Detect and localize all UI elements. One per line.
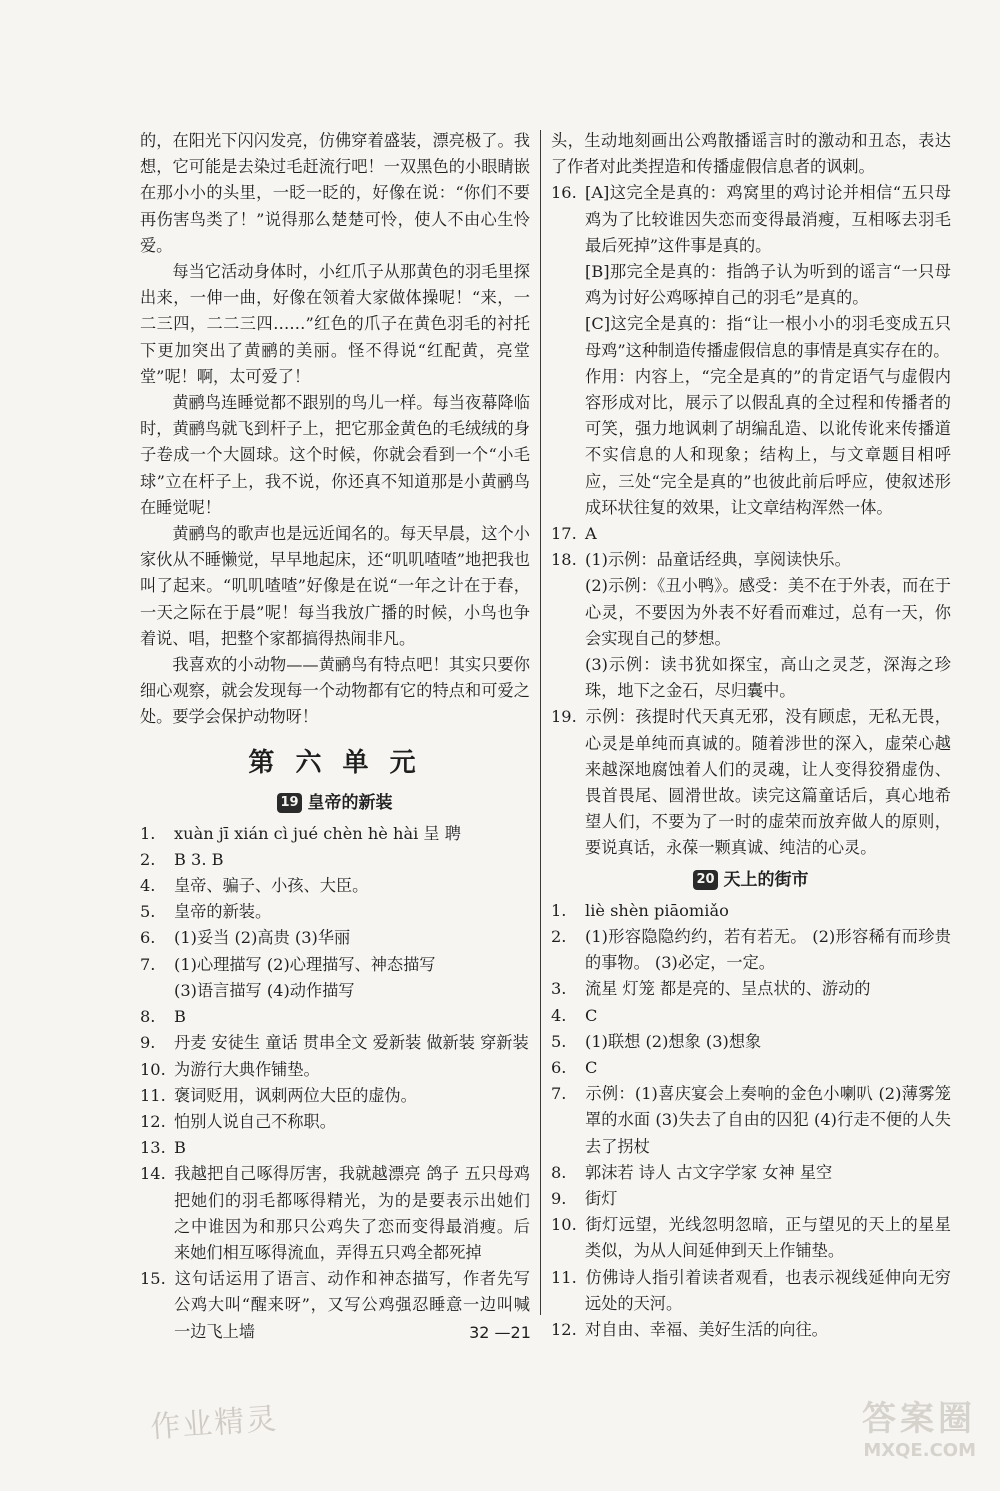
- answer-text: B: [174, 1138, 186, 1158]
- answer-number: 5.: [140, 902, 156, 922]
- answer-item: [140, 925, 530, 951]
- answer-text: 皇帝、骗子、小孩、大臣。: [174, 876, 369, 896]
- answer-item: [551, 1029, 951, 1055]
- answer-text: 街灯: [585, 1188, 618, 1208]
- answer-item: [551, 924, 951, 976]
- answer-item: [551, 521, 951, 547]
- essay-paragraph: 的，在阳光下闪闪发亮，仿佛穿着盛装，漂亮极了。我想，它可能是去染过毛赶流行吧！一双黑色的小眼睛嵌在那小小的头里，一眨一眨的，好像在说：“你们不要再伤害鸟类了！”说得那么楚楚可怜，使人不由心生怜爱。: [140, 131, 530, 255]
- answer-number: 12.: [551, 1319, 577, 1339]
- answer-number: 8.: [551, 1162, 567, 1182]
- answer-text: (1)联想 (2)想象 (3)想象: [585, 1031, 762, 1051]
- answer-number: 9.: [140, 1033, 156, 1053]
- lesson-number-badge: 20: [693, 870, 717, 890]
- watermark-logo: [766, 1391, 976, 1471]
- answer-item: [140, 1004, 530, 1030]
- answer-number: 6.: [140, 928, 156, 948]
- lesson-heading: [551, 866, 951, 894]
- answer-text: (1)心理描写 (2)心理描写、神态描写: [174, 954, 436, 974]
- essay-paragraph: 黄鹂鸟的歌声也是远近闻名的。每天早晨，这个小家伙从不睡懒觉，早早地起床，还“叽叽喳喳”地把我也叫了起来。“叽叽喳喳”好像是在说“一年之计在于春，一天之际在于晨”呢！每当我放广播的时候，小鸟也争着说、唱，把整个家都搞得热闹非凡。: [140, 524, 530, 648]
- faint-stamp-text: 作业精灵: [149, 1401, 280, 1446]
- answer-number: 16.: [551, 183, 577, 203]
- answer-number: 7.: [551, 1084, 567, 1104]
- answer-number: 8.: [140, 1007, 156, 1027]
- answer-text: 我越把自己啄得厉害，我就越漂亮 鸽子 五只母鸡把她们的羽毛都啄得精光，为的是要表示出她们之中谁因为和那只公鸡失了恋而变得最消瘦。后来她们相互啄得流血，弄得五只鸡全都死掉: [174, 1164, 530, 1262]
- answer-item: [140, 978, 530, 1004]
- answer-number: 11.: [140, 1085, 166, 1105]
- answer-text: 皇帝的新装。: [174, 902, 272, 922]
- answer-text: [B]那完全是真的：指鸽子认为听到的谣言“一只母鸡为讨好公鸡啄掉自己的羽毛”是真的。: [585, 262, 951, 308]
- answer-text: 对自由、幸福、美好生活的向往。: [585, 1319, 828, 1339]
- answer-list: [551, 180, 951, 861]
- answer-item: [140, 1057, 530, 1083]
- answer-number: 7.: [140, 954, 156, 974]
- answer-text: A: [585, 524, 597, 544]
- watermark-url: MXQE.COM: [863, 1440, 976, 1461]
- answer-text: (1)示例：品童话经典，享阅读快乐。: [585, 550, 851, 570]
- answer-number: 18.: [551, 550, 577, 570]
- answer-number: 1.: [140, 823, 156, 843]
- answer-item: [551, 1081, 951, 1160]
- answer-text: 怕别人说自己不称职。: [174, 1111, 336, 1131]
- answer-item: [140, 821, 530, 847]
- watermark-title: 答案圈: [862, 1399, 976, 1439]
- answer-item: [551, 547, 951, 573]
- answer-item: [551, 180, 951, 259]
- answer-number: 1.: [551, 900, 567, 920]
- answer-text: B: [174, 1007, 186, 1027]
- answer-list: [551, 898, 951, 1343]
- answer-text: 示例：(1)喜庆宴会上奏响的金色小喇叭 (2)薄雾笼罩的水面 (3)失去了自由的囚犯 (4)行走不便的人失去了拐杖: [585, 1084, 951, 1156]
- answer-text: 褒词贬用，讽刺两位大臣的虚伪。: [174, 1085, 417, 1105]
- answer-text: B 3. B: [174, 849, 224, 869]
- answer-number: 6.: [551, 1057, 567, 1077]
- unit-title: 第 六 单 元: [248, 747, 422, 778]
- answer-text: 郭沫若 诗人 古文字学家 女神 星空: [585, 1162, 833, 1182]
- answer-item: [551, 364, 951, 521]
- answer-number: 4.: [551, 1005, 567, 1025]
- lesson-title: 天上的街市: [723, 869, 809, 890]
- answer-text: 作用：内容上，“完全是真的”的肯定语气与虚假内容形成对比，展示了以假乱真的全过程和传播者的可笑，强力地讽刺了胡编乱造、以讹传讹来传播道不实信息的人和现象；结构上，与文章题目相呼应，三处“完全是真的”也彼此前后呼应，使叙述形成环状往复的效果，让文章结构浑然一体。: [585, 366, 951, 517]
- answer-item: [551, 1160, 951, 1186]
- essay-paragraph: 我喜欢的小动物——黄鹂鸟有特点吧！其实只要你细心观察，就会发现每一个动物都有它的特点和可爱之处。要学会保护动物呀！: [140, 655, 530, 727]
- answer-text: (3)语言描写 (4)动作描写: [174, 980, 355, 1000]
- answer-item: [551, 1055, 951, 1081]
- answer-text: (2)示例：《丑小鸭》。感受：美不在于外表，而在于心灵，不要因为外表不好看而难过，总有一天，你会实现自己的梦想。: [585, 576, 951, 648]
- answer-number: 3.: [551, 979, 567, 999]
- answer-text: 流星 灯笼 都是亮的、呈点状的、游动的: [585, 979, 871, 999]
- answer-text: 仿佛诗人指引着读者观看，也表示视线延伸向无穷远处的天河。: [585, 1267, 951, 1313]
- answer-item: [551, 1186, 951, 1212]
- answer-text: (3)示例：读书犹如探宝，高山之灵芝，深海之珍珠，地下之金石，尽归囊中。: [585, 655, 951, 701]
- answer-number: 4.: [140, 876, 156, 896]
- answer-item: [140, 1135, 530, 1161]
- essay-paragraph: 黄鹂鸟连睡觉都不跟别的鸟儿一样。每当夜幕降临时，黄鹂鸟就飞到杆子上，把它那金黄色的毛绒绒的身子卷成一个大圆球。这个时候，你就会看到一个“小毛球”立在杆子上，我不说，你还真不知道那是小黄鹂鸟在睡觉呢！: [140, 393, 530, 517]
- lesson-number-badge: 19: [277, 793, 301, 813]
- page-number: 32 —21: [469, 1323, 531, 1342]
- answer-item: [551, 898, 951, 924]
- answer-text: C: [585, 1057, 598, 1077]
- answer-item: [140, 1109, 530, 1135]
- answer-text: liè shèn piāomiǎo: [585, 900, 729, 920]
- answer-item: [551, 704, 951, 861]
- essay-paragraph: 每当它活动身体时，小红爪子从那黄色的羽毛里探出来，一伸一曲，好像在领着大家做体操呢！“来，一二三四，二二三四……”红色的爪子在黄色羽毛的衬托下更加突出了黄鹂的美丽。怪不得说“红配黄，亮堂堂”呢！啊，太可爱了！: [140, 262, 530, 386]
- answer-item: [140, 1161, 530, 1266]
- answer-number: 19.: [551, 707, 577, 727]
- answer-item: [551, 1265, 951, 1317]
- lesson-heading: [140, 789, 530, 817]
- lesson-title: 皇帝的新装: [307, 792, 393, 813]
- answer-item: [551, 1003, 951, 1029]
- answer-item: [140, 873, 530, 899]
- answer-number: 9.: [551, 1188, 567, 1208]
- answer-number: 2.: [551, 926, 567, 946]
- answer-number: 17.: [551, 524, 577, 544]
- answer-text: [C]这完全是真的：指“让一根小小的羽毛变成五只母鸡”这种制造传播虚假信息的事情是真实存在的。: [585, 314, 951, 360]
- answer-number: 15.: [140, 1269, 166, 1289]
- answer-number: 10.: [551, 1215, 577, 1235]
- answer-item: [140, 899, 530, 925]
- answer-number: 12.: [140, 1111, 166, 1131]
- answer-text: (1)妥当 (2)高贵 (3)华丽: [174, 928, 351, 948]
- answer-text: xuàn jī xián cì jué chèn hè hài 呈 聘: [174, 823, 461, 843]
- answer-number: 11.: [551, 1267, 577, 1287]
- answer-continuation: 头，生动地刻画出公鸡散播谣言时的激动和丑态，表达了作者对此类捏造和传播虚假信息者的讽刺。: [551, 131, 951, 177]
- answer-item: [551, 976, 951, 1002]
- answer-item: [551, 573, 951, 652]
- left-column: [140, 128, 530, 1345]
- answer-text: 这句话运用了语言、动作和神态描写，作者先写公鸡大叫“醒来呀”，又写公鸡强忍睡意一边叫喊一边飞上墙: [174, 1269, 530, 1341]
- answer-item: [140, 1030, 530, 1056]
- answer-text: (1)形容隐隐约约，若有若无。 (2)形容稀有而珍贵的事物。 (3)必定，一定。: [585, 926, 951, 973]
- answer-item: [140, 952, 530, 978]
- answer-number: 10.: [140, 1059, 166, 1079]
- column-divider: [540, 130, 541, 1315]
- answer-text: C: [585, 1005, 598, 1025]
- answer-item: [140, 1083, 530, 1109]
- answer-item: [551, 311, 951, 363]
- answer-item: [551, 652, 951, 704]
- answer-number: 13.: [140, 1138, 166, 1158]
- answer-text: [A]这完全是真的：鸡窝里的鸡讨论并相信“五只母鸡为了比较谁因失恋而变得最消瘦，互相啄去羽毛最后死掉”这件事是真的。: [585, 183, 951, 255]
- answer-number: 5.: [551, 1031, 567, 1051]
- right-column: [551, 128, 951, 1343]
- answer-text: 街灯远望，光线忽明忽暗，正与望见的天上的星星类似，为从人间延伸到天上作铺垫。: [585, 1215, 951, 1261]
- answer-list: [140, 821, 530, 1345]
- answer-item: [140, 847, 530, 873]
- answer-item: [551, 1212, 951, 1264]
- answer-text: 示例：孩提时代天真无邪，没有顾虑，无私无畏，心灵是单纯而真诚的。随着涉世的深入，虚荣心越来越深地腐蚀着人们的灵魂，让人变得狡猾虚伪、畏首畏尾、圆滑世故。读完这篇童话后，真心地希望人们，不要为了一时的虚荣而放弃做人的原则，要说真话，永葆一颗真诚、纯洁的心灵。: [585, 707, 951, 858]
- answer-number: 2.: [140, 849, 156, 869]
- answer-text: 为游行大典作铺垫。: [174, 1059, 320, 1079]
- answer-item: [551, 259, 951, 311]
- answer-number: 14.: [140, 1164, 166, 1184]
- answer-text: 丹麦 安徒生 童话 贯串全文 爱新装 做新装 穿新装: [174, 1033, 529, 1053]
